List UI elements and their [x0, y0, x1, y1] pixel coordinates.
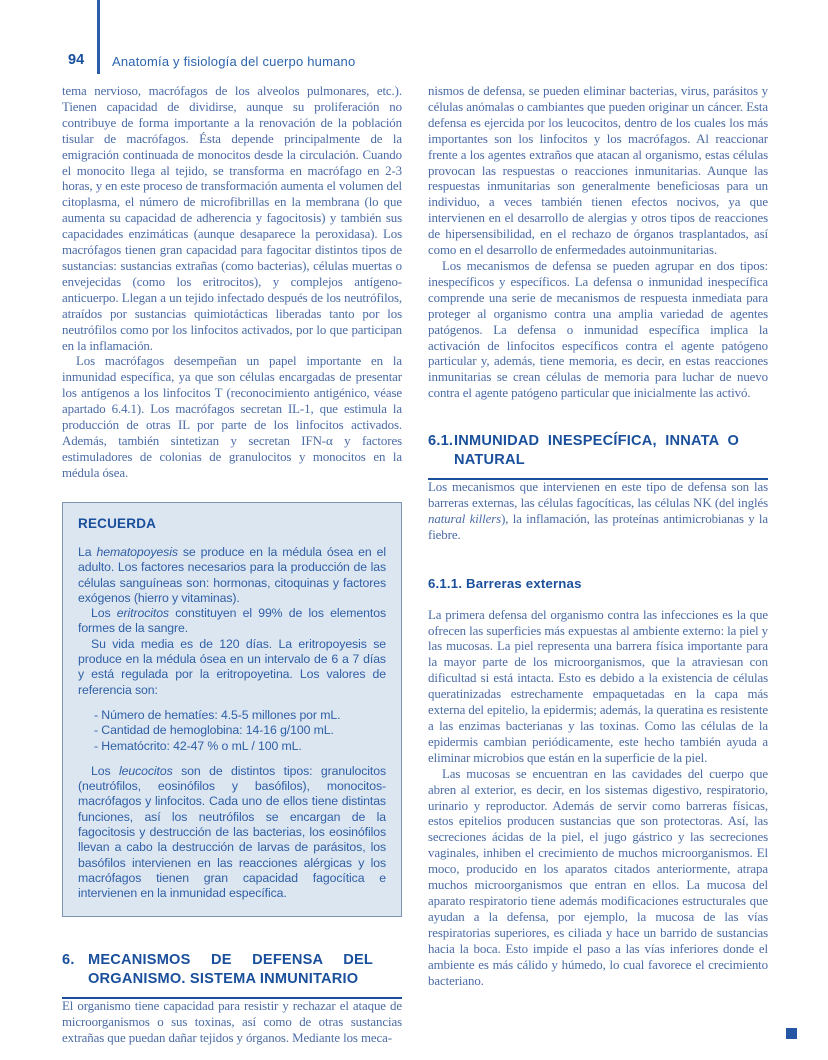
section-6-1-heading-block: [428, 432, 768, 480]
section-6-1-heading: [428, 432, 768, 469]
paragraph: La primera defensa del organismo contra las infecciones es la que ofrecen las superficies más expuestas al ambiente externo: la piel y las mucosas. La piel representa una barrera física importante para la mayor parte de los microorganismos, que la atraviesan con dificultad si está intacta. Esto es debido a la existencia de células queratinizadas estrechamente empaquetadas en la capa más externa del epitelio, la epidermis; además, la queratina es resistente a las enzimas bacterianas y las toxinas. Como las células de la epidermis cambian periódicamente, este hecho también ayuda a eliminar microbios que están en la superficie de la piel.: [428, 607, 768, 765]
section-6-1-1-heading: 6.1.1. Barreras externas: [428, 575, 582, 591]
recuerda-title: RECUERDA: [78, 515, 157, 531]
running-head-title: Anatomía y fisiología del cuerpo humano: [112, 54, 356, 69]
paragraph: El organismo tiene capacidad para resistir y rechazar el ataque de microorganismos o sus toxinas, así como de otras sustancias extrañas que puedan dañar tejidos y órganos. Mediante los meca-: [62, 999, 402, 1046]
section-title: MECANISMOS DE DEFENSA DEL ORGANISMO. SISTEMA INMUNITARIO: [88, 952, 373, 987]
paragraph: tema nervioso, macrófagos de los alveolos pulmonares, etc.). Tienen capacidad de dividirse, aunque su proliferación no contribuye de forma importante a la renovación de la población tisular de macrófagos. Ésta depende principalmente de la emigración continuada de monocitos desde la circulación. Cuando el monocito llega al tejido, se transforma en macrófago en 2-3 horas, y en este proceso de transformación aumenta el volumen del citoplasma, el número de microfibrillas en la membrana (lo que aumenta su capacidad de adherencia y fagocitosis) y también sus capacidades enzimáticas (aunque desaparece la peroxidasa). Los macrófagos tienen gran capacidad para fagocitar distintos tipos de sustancias: sustancias extrañas (como bacterias), células muertas o envejecidas (como los eritrocitos), y complejos antígeno-anticuerpo. Llegan a un tejido infectado después de los neutrófilos, atraídos por sustancias quimiotácticas liberadas tanto por los neutrófilos como por los linfocitos activados, por lo que participan en la inflamación.: [62, 84, 402, 353]
reference-values-list: [94, 708, 386, 754]
paragraph: Los mecanismos de defensa se pueden agrupar en dos tipos: inespecíficos y específicos. La defensa o inmunidad inespecífica comprende una serie de mecanismos de respuesta inmediata para proteger al organismo contra una amplia variedad de agentes patógenos. La defensa o inmunidad específica implica la activación de linfocitos específicos contra el agente patógeno particular y, además, tiene memoria, es decir, en estas reacciones inmunitarias se crean células de memoria para luchar de nuevo contra el agente patógeno particular que inicialmente las activó.: [428, 258, 768, 401]
paragraph: Los leucocitos son de distintos tipos: granulocitos (neutrófilos, eosinófilos y basófilos), monocitos-macrófagos y linfocitos. Cada uno de ellos tiene distintas funciones, así los neutrófilos se encargan de la fagocitosis y destrucción de las bacterias, los eosinófilos llevan a cabo la destrucción de larvas de parásitos, los basófilos intervienen en las reacciones alérgicas y los macrófagos tienen gran capacidad fagocítica e intervienen en la inmunidad específica.: [78, 763, 387, 901]
column-left: [62, 84, 402, 1047]
list-item: - Cantidad de hemoglobina: 14-16 g/100 mL.: [94, 723, 334, 738]
section-title: INMUNIDAD INESPECÍFICA, INNATA O NATURAL: [454, 433, 739, 468]
recuerda-callout-box: [62, 502, 402, 918]
header-divider-line: [97, 0, 100, 74]
section-6-heading: [62, 951, 402, 988]
paragraph: Las mucosas se encuentran en las cavidades del cuerpo que abren al exterior, es decir, en los sistemas digestivo, respiratorio, urinario y reproductor. Además de servir como barreras físicas, estos epitelios producen sustancias que son protectoras. Así, las secreciones ácidas de la piel, el jugo gástrico y las secreciones vaginales, inhiben el crecimiento de muchos microorganismos. El moco, producido en los aparatos citados anteriormente, atrapa muchos microorganismos que entran en ellos. La mucosa del aparato respiratorio tiene además modificaciones estructurales que ayudan a la defensa, por ejemplo, la mucosa de las vías respiratorias superiores, es ciliada y hace un barrido de sustancias hacia la boca. Esto impide el paso a las vías inferiores donde el ambiente es más cálido y húmedo, lo cual favorece el crecimiento bacteriano.: [428, 766, 768, 988]
section-6-heading-block: [62, 951, 402, 999]
page-corner-marker: [786, 1028, 797, 1039]
paragraph: Los mecanismos que intervienen en este tipo de defensa son las barreras externas, las células fagocíticas, las células NK (del inglés natural killers), la inflamación, las proteínas antimicrobianas y la fiebre.: [428, 480, 769, 542]
list-item: - Hematócrito: 42-47 % o mL / 100 mL.: [94, 738, 302, 753]
section-number: 6.: [62, 952, 75, 969]
paragraph: Su vida media es de 120 días. La eritropoyesis se produce en la médula ósea en un intervalo de 6 a 7 días y está regulada por la eritropoyetina. Los valores de referencia son:: [78, 636, 386, 697]
paragraph: Los macrófagos desempeñan un papel importante en la inmunidad específica, ya que son células encargadas de presentar los antígenos a los linfocitos T (reconocimiento antigénico, véase apartado 6.4.1). Los macrófagos secretan IL-1, que estimula la producción de otras IL por parte de los linfocitos activados. Además, también sintetizan y secretan IFN-α y factores estimuladores de colonias de granulocitos y monocitos en la médula ósea.: [62, 354, 402, 480]
paragraph: Los eritrocitos constituyen el 99% de los elementos formes de la sangre.: [78, 606, 387, 636]
list-item: - Número de hematíes: 4.5-5 millones por mL.: [94, 707, 341, 722]
column-right: [428, 84, 768, 989]
page-number: 94: [68, 52, 85, 68]
section-number: 6.1.: [428, 433, 454, 450]
paragraph: nismos de defensa, se pueden eliminar bacterias, virus, parásitos y células anómalas o cambiantes que pueden originar un cáncer. Esta defensa es ejercida por los leucocitos, dentro de los cuales los más importantes son los linfocitos y los macrófagos. Al reaccionar frente a los agentes extraños que atacan al organismo, estas células provocan las respuestas o reacciones inmunitarias. Aunque las respuestas inmunitarias son generalmente beneficiosas para un individuo, a veces también tienen efectos nocivos, ya que intervienen en el desarrollo de alergias y otros tipos de reacciones de hipersensibilidad, en el rechazo de órganos trasplantados, así como en el desarrollo de enfermedades autoinmunitarias.: [428, 84, 768, 258]
paragraph: La hematopoyesis se produce en la médula ósea en el adulto. Los factores necesarios para la producción de las células sanguíneas son: hormonas, citoquinas y factores exógenos (hierro y vitaminas).: [78, 544, 386, 605]
